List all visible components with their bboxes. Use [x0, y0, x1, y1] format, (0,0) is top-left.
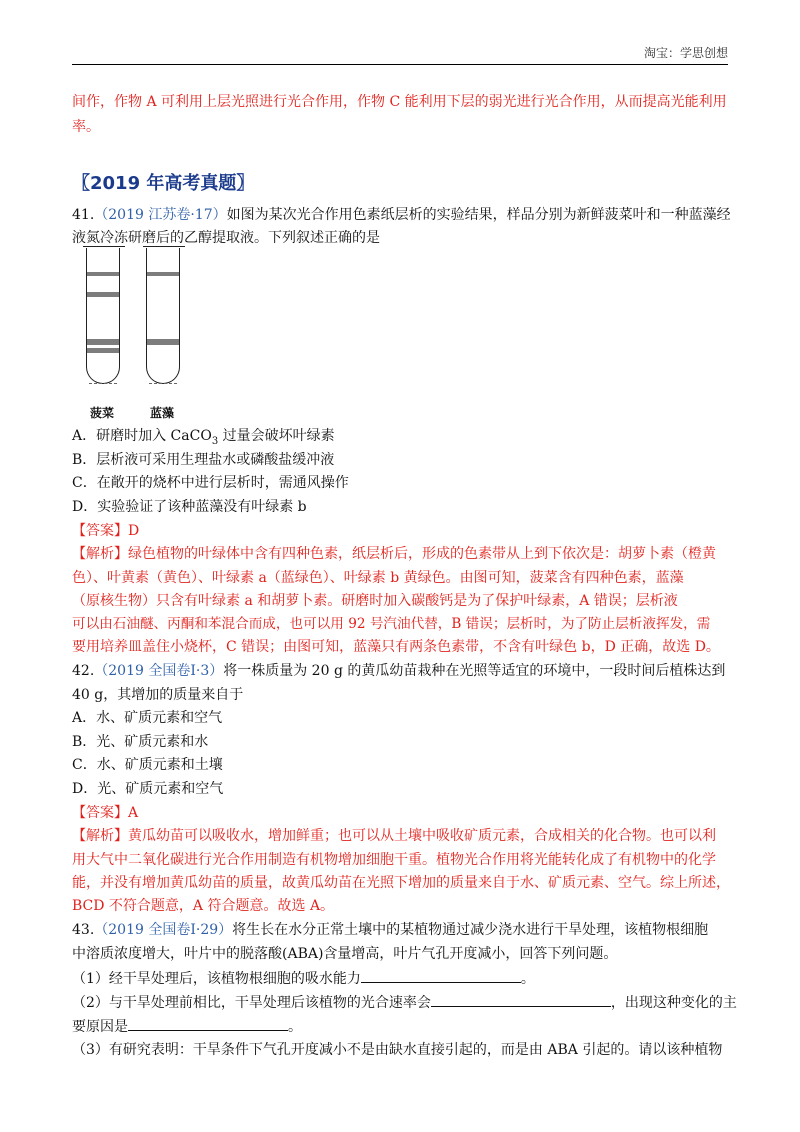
header-divider: [72, 64, 728, 65]
q43-part-2-line-2: [72, 1016, 302, 1037]
q43-part-1-end: 。: [520, 971, 535, 987]
q43-part-2-line-2-text: 要原因是: [72, 1019, 128, 1035]
algae-tube: [146, 248, 180, 384]
q43-part-1-text: （1）经干旱处理后，该植物根细胞的吸水能力: [72, 971, 361, 987]
q43-stem-1: 将生长在水分正常土壤中的某植物通过减少浇水进行干旱处理，该植物根细胞: [232, 922, 709, 938]
q42-number: 42.: [72, 663, 95, 679]
q41-analysis-tag: 【解析】: [72, 546, 128, 562]
q43-source: （2019 全国卷Ⅰ·29）: [94, 922, 233, 938]
q41-answer-value: D: [128, 523, 140, 539]
q41-number: 41.: [72, 207, 95, 223]
q41-option-c: C．在敞开的烧杯中进行层析时，需通风操作: [72, 475, 349, 491]
q42-analysis-1: 黄瓜幼苗可以吸收水，增加鲜重；也可以从土壤中吸收矿质元素，合成相关的化合物。也可以利: [128, 828, 716, 844]
q41-option-b: B．层析液可采用生理盐水或磷酸盐缓冲液: [72, 452, 335, 468]
q41-option-d: D．实验验证了该种蓝藻没有叶绿素 b: [72, 499, 307, 515]
q43-part-2-line-2-end: 。: [288, 1019, 302, 1035]
q41-analysis-line-2: 色）、叶黄素（黄色）、叶绿素 a（蓝绿色）、叶绿素 b 黄绿色。由图可知，菠菜含有四种色素，蓝藻: [72, 570, 684, 586]
q41-option-a-post: 过量会破坏叶绿素: [218, 428, 335, 444]
q43-part-2-text: （2）与干旱处理前相比，干旱处理后该植物的光合速率会: [72, 995, 431, 1011]
q41-analysis-line-1: [72, 544, 716, 564]
spinach-origin-line: [89, 383, 117, 384]
spinach-label: 菠菜: [90, 406, 115, 420]
q41-analysis-line-4: 可以由石油醚、丙酮和苯混合而成，也可以用 92 号汽油代替，B 错误；层析时，为了防止层析液挥发，需: [72, 616, 711, 632]
q41-stem-line-1: [72, 205, 731, 225]
algae-origin-line: [149, 383, 177, 384]
q42-stem-1: 将一株质量为 20 g 的黄瓜幼苗栽种在光照等适宜的环境中，一段时间后植株达到: [223, 663, 726, 679]
spinach-tube-rim: [83, 246, 125, 247]
q41-source: （2019 江苏卷·17）: [94, 207, 227, 223]
q41-answer: [72, 521, 139, 541]
q42-option-d: D．光、矿质元素和空气: [72, 781, 224, 797]
q43-part-2-blank-1[interactable]: [431, 992, 611, 1007]
q42-answer-tag: 【答案】: [72, 805, 128, 821]
q42-option-a: A．水、矿质元素和空气: [72, 710, 223, 726]
q43-part-1-blank[interactable]: [361, 968, 521, 983]
q43-part-2-blank-2[interactable]: [128, 1016, 288, 1031]
q41-analysis-line-5: 要用培养皿盖住小烧杯，C 错误；由图可知，蓝藻只有两条色素带，不含有叶绿色 b，D 正确，故选 D。: [72, 639, 720, 655]
q43-part-2: [72, 992, 737, 1013]
q42-analysis-tag: 【解析】: [72, 828, 128, 844]
spinach-band-4: [87, 348, 119, 353]
q42-stem-line-2: 40 g，其增加的质量来自于: [72, 687, 244, 703]
q41-option-a: [72, 426, 335, 452]
q42-option-b: B．光、矿质元素和水: [72, 734, 209, 750]
algae-label: 蓝藻: [150, 406, 175, 420]
q43-stem-line-2: 中溶质浓度增大，叶片中的脱落酸(ABA)含量增高，叶片气孔开度减小，回答下列问题。: [72, 946, 618, 962]
q42-analysis-line-4: BCD 不符合题意，A 符合题意。故选 A。: [72, 898, 335, 914]
q42-option-c: C．水、矿质元素和土壤: [72, 757, 223, 773]
header-source-label: 淘宝：学思创想: [643, 46, 728, 60]
q41-stem-line-2: 液氮冷冻研磨后的乙醇提取液。下列叙述正确的是: [72, 230, 380, 246]
spinach-band-1: [87, 272, 119, 276]
q41-option-a-pre: A．研磨时加入 CaCO: [72, 428, 212, 444]
q41-analysis-1: 绿色植物的叶绿体中含有四种色素，纸层析后，形成的色素带从上到下依次是：胡萝卜素（橙黄: [128, 546, 716, 562]
spinach-tube: [86, 248, 120, 384]
q43-number: 43.: [72, 922, 95, 938]
q42-analysis-line-2: 用大气中二氧化碳进行光合作用制造有机物增加细胞干重。植物光合作用将光能转化成了有机物中的化学: [72, 852, 716, 868]
q43-stem-line-1: [72, 920, 708, 940]
q41-option-a-sub: 3: [211, 435, 219, 447]
q42-answer-value: A: [128, 805, 139, 821]
intro-line-1: 间作，作物 A 可利用上层光照进行光合作用，作物 C 能利用下层的弱光进行光合作用，从而提高光能利用: [72, 94, 727, 110]
intro-line-2: 率。: [72, 119, 100, 135]
q42-stem-line-1: [72, 661, 725, 681]
q42-analysis-line-3: 能，并没有增加黄瓜幼苗的质量，故黄瓜幼苗在光照下增加的质量来自于水、矿质元素、空气。综上所述，: [72, 875, 730, 891]
algae-band-1: [147, 272, 179, 276]
q43-part-3: （3）有研究表明：干旱条件下气孔开度减小不是由缺水直接引起的，而是由 ABA 引起的。请以该种植物: [72, 1042, 723, 1058]
q43-part-1: [72, 968, 535, 989]
algae-tube-rim: [143, 246, 185, 247]
q43-part-2-mid: ，出现这种变化的主: [610, 995, 737, 1011]
algae-band-2: [147, 339, 179, 345]
q41-stem-1: 如图为某次光合作用色素纸层析的实验结果，样品分别为新鲜菠菜叶和一种蓝藻经: [226, 207, 731, 223]
q41-analysis-line-3: （原核生物）只含有叶绿素 a 和胡萝卜素。研磨时加入碳酸钙是为了保护叶绿素，A 错误；层析液: [72, 593, 678, 609]
spinach-band-2: [87, 292, 119, 297]
section-title: 〖2019 年高考真题〗: [72, 173, 255, 194]
q42-source: （2019 全国卷Ⅰ·3）: [94, 663, 224, 679]
q42-analysis-line-1: [72, 826, 716, 846]
q41-answer-tag: 【答案】: [72, 523, 128, 539]
spinach-band-3: [87, 339, 119, 345]
q42-answer: [72, 803, 138, 823]
